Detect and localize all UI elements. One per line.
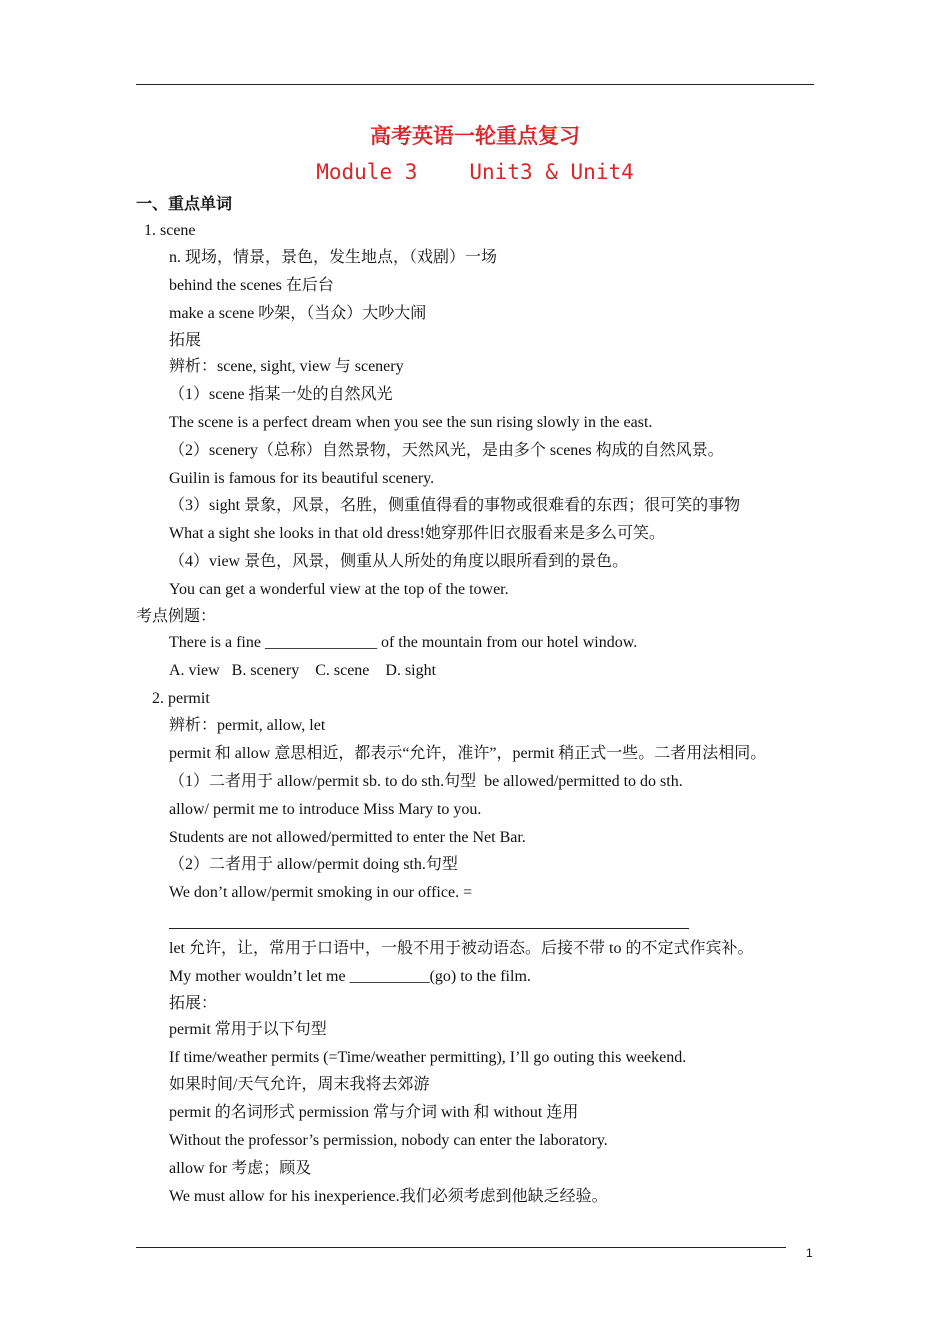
scene-phrase-2: make a scene 吵架，（当众）大吵大闹	[169, 305, 427, 322]
permit-example-5-translation: 如果时间/天气允许，周末我将去郊游	[169, 1076, 430, 1093]
word-title-permit: 2. permit	[152, 690, 210, 707]
units-label: Unit3 & Unit4	[469, 160, 634, 184]
exam-options: A. view B. scenery C. scene D. sight	[169, 662, 437, 679]
module-label: Module 3	[316, 160, 418, 184]
word-title-scene: 1. scene	[144, 222, 196, 239]
permit-intro: permit 和 allow 意思相近，都表示“允许，准许”，permit 稍正式一些。二者用法相同。	[169, 745, 767, 762]
scene-analysis: 辨析：scene, sight, view 与 scenery	[169, 358, 404, 375]
scene-example-1: The scene is a perfect dream when you see the sun rising slowly in the east.	[169, 414, 653, 431]
scene-phrase-1: behind the scenes 在后台	[169, 277, 334, 294]
scene-example-4: You can get a wonderful view at the top of the tower.	[169, 581, 509, 598]
permit-extension-2: permit 的名词形式 permission 常与介词 with 和 without 连用	[169, 1104, 579, 1121]
header-rule	[136, 84, 814, 85]
permit-analysis: 辨析：permit, allow, let	[169, 717, 326, 734]
scene-point-4: （4）view 景色，风景，侧重从人所处的角度以眼所看到的景色。	[169, 553, 629, 570]
permit-example-5: If time/weather permits (=Time/weather permitting), I’ll go outing this weekend.	[169, 1049, 687, 1066]
answer-blank-line	[169, 928, 689, 929]
scene-example-3: What a sight she looks in that old dress!她穿那件旧衣服看来是多么可笑。	[169, 525, 665, 542]
scene-example-2: Guilin is famous for its beautiful scenery.	[169, 470, 435, 487]
footer-rule	[136, 1247, 786, 1248]
scene-definition: n. 现场，情景，景色，发生地点，（戏剧）一场	[169, 249, 498, 266]
exam-question: There is a fine ______________ of the mountain from our hotel window.	[169, 634, 638, 651]
let-explanation: let 允许，让，常用于口语中，一般不用于被动语态。后接不带 to 的不定式作宾补。	[169, 940, 754, 957]
permit-extension-1: permit 常用于以下句型	[169, 1021, 327, 1038]
document-subtitle	[0, 160, 950, 184]
permit-point-2: （2）二者用于 allow/permit doing sth.句型	[169, 856, 458, 873]
section-heading: 一、重点单词	[136, 196, 233, 213]
page-number: 1	[806, 1246, 813, 1260]
let-example: My mother wouldn’t let me __________(go) to the film.	[169, 968, 531, 985]
permit-point-1: （1）二者用于 allow/permit sb. to do sth.句型 be allowed/permitted to do sth.	[169, 773, 683, 790]
permit-extension-label: 拓展：	[169, 995, 218, 1012]
exam-label: 考点例题：	[136, 608, 217, 625]
permit-example-2: Students are not allowed/permitted to enter the Net Bar.	[169, 829, 526, 846]
permit-example-3: We don’t allow/permit smoking in our office. =	[169, 884, 473, 901]
document-title: 高考英语一轮重点复习	[370, 124, 580, 148]
permit-example-1: allow/ permit me to introduce Miss Mary to you.	[169, 801, 482, 818]
allow-for-definition: allow for 考虑；顾及	[169, 1160, 312, 1177]
allow-for-example: We must allow for his inexperience.我们必须考虑到他缺乏经验。	[169, 1188, 608, 1205]
scene-extension-label: 拓展	[169, 332, 202, 349]
scene-point-1: （1）scene 指某一处的自然风光	[169, 386, 393, 403]
scene-point-2: （2）scenery（总称）自然景物，天然风光，是由多个 scenes 构成的自然风景。	[169, 442, 724, 459]
permit-example-6: Without the professor’s permission, nobody can enter the laboratory.	[169, 1132, 608, 1149]
scene-point-3: （3）sight 景象，风景，名胜，侧重值得看的事物或很难看的东西；很可笑的事物	[169, 497, 741, 514]
